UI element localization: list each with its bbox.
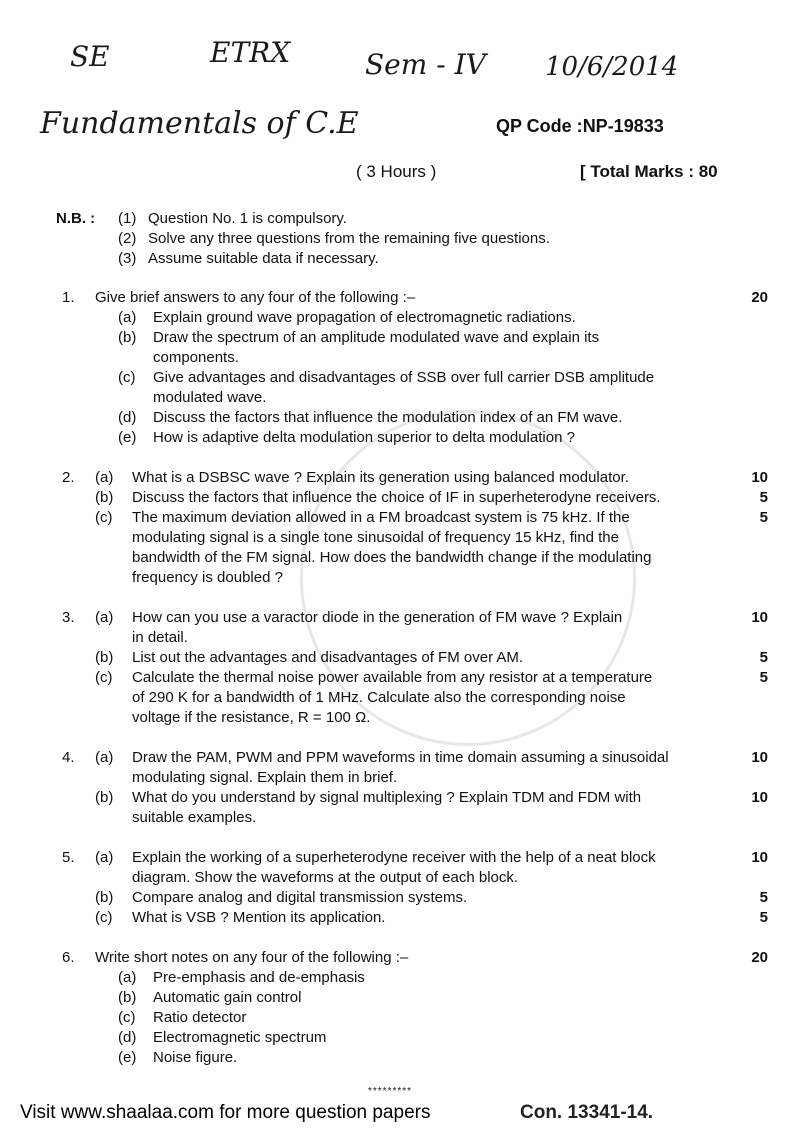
part-text: diagram. Show the waveforms at the output of each block. xyxy=(132,869,519,886)
duration: ( 3 Hours ) xyxy=(356,162,437,181)
part-text: The maximum deviation allowed in a FM broadcast system is 75 kHz. If the xyxy=(132,509,630,526)
part-label: (d) xyxy=(118,409,137,426)
handwritten-class: SE xyxy=(70,40,110,73)
question-number: 3. xyxy=(62,609,75,626)
part-marks: 5 xyxy=(759,669,768,686)
part-text: How is adaptive delta modulation superior to delta modulation ? xyxy=(153,429,575,446)
handwritten-semester: Sem - IV xyxy=(365,48,486,81)
part-label: (a) xyxy=(95,849,114,866)
part-text: in detail. xyxy=(132,629,188,646)
handwritten-date: 10/6/2014 xyxy=(545,52,679,82)
part-label: (a) xyxy=(118,969,137,986)
part-label: (b) xyxy=(118,329,137,346)
part-text: Calculate the thermal noise power available from any resistor at a temperature xyxy=(132,669,653,686)
handwritten-subject: Fundamentals of C.E xyxy=(40,106,359,141)
part-text: modulating signal. Explain them in brief. xyxy=(132,769,398,786)
nb-item-number: (2) xyxy=(118,230,137,247)
part-text: bandwidth of the FM signal. How does the bandwidth change if the modulating xyxy=(132,549,652,566)
part-marks: 5 xyxy=(759,649,768,666)
part-text: Discuss the factors that influence the modulation index of an FM wave. xyxy=(153,409,623,426)
part-text: voltage if the resistance, R = 100 Ω. xyxy=(132,709,371,726)
part-text: Draw the spectrum of an amplitude modulated wave and explain its xyxy=(153,329,600,346)
part-marks: 5 xyxy=(759,509,768,526)
part-text: Draw the PAM, PWM and PPM waveforms in time domain assuming a sinusoidal xyxy=(132,749,669,766)
handwritten-branch: ETRX xyxy=(210,36,291,69)
part-label: (a) xyxy=(95,469,114,486)
question-text: Give brief answers to any four of the following :– xyxy=(95,289,416,306)
visit-link[interactable]: Visit www.shaalaa.com for more question papers xyxy=(20,1102,431,1123)
part-text: Compare analog and digital transmission systems. xyxy=(132,889,468,906)
part-text: components. xyxy=(153,349,239,366)
part-text: List out the advantages and disadvantages of FM over AM. xyxy=(132,649,524,666)
part-marks: 5 xyxy=(759,889,768,906)
question-number: 4. xyxy=(62,749,75,766)
part-label: (b) xyxy=(118,989,137,1006)
nb-item-text: Assume suitable data if necessary. xyxy=(148,250,379,267)
part-text: Electromagnetic spectrum xyxy=(153,1029,327,1046)
nb-item-text: Solve any three questions from the remaining five questions. xyxy=(148,230,550,247)
part-marks: 10 xyxy=(751,849,768,866)
part-text: How can you use a varactor diode in the generation of FM wave ? Explain xyxy=(132,609,623,626)
end-marker: ********* xyxy=(368,1086,413,1097)
part-label: (c) xyxy=(118,369,136,386)
total-marks: [ Total Marks : 80 xyxy=(580,162,718,181)
part-text: What do you understand by signal multiplexing ? Explain TDM and FDM with xyxy=(132,789,642,806)
question-text: Write short notes on any four of the following :– xyxy=(95,949,409,966)
con-number: Con. 13341-14. xyxy=(520,1102,654,1123)
qp-code xyxy=(496,116,664,137)
part-text: frequency is doubled ? xyxy=(132,569,283,586)
part-text: Pre-emphasis and de-emphasis xyxy=(153,969,365,986)
question-marks: 20 xyxy=(751,949,768,966)
qp-code-value: NP-19833 xyxy=(582,116,664,136)
part-label: (c) xyxy=(95,669,113,686)
part-label: (a) xyxy=(118,309,137,326)
part-text: Noise figure. xyxy=(153,1049,238,1066)
part-label: (a) xyxy=(95,749,114,766)
part-text: modulated wave. xyxy=(153,389,267,406)
part-label: (c) xyxy=(95,909,113,926)
part-label: (b) xyxy=(95,889,114,906)
part-text: Ratio detector xyxy=(153,1009,247,1026)
question-number: 6. xyxy=(62,949,75,966)
part-label: (b) xyxy=(95,649,114,666)
part-text: What is VSB ? Mention its application. xyxy=(132,909,386,926)
qp-code-label: QP Code : xyxy=(496,116,583,136)
part-label: (a) xyxy=(95,609,114,626)
part-text: modulating signal is a single tone sinusoidal of frequency 15 kHz, find the xyxy=(132,529,619,546)
part-marks: 10 xyxy=(751,789,768,806)
part-marks: 5 xyxy=(759,909,768,926)
part-text: Discuss the factors that influence the choice of IF in superheterodyne receivers. xyxy=(132,489,661,506)
part-marks: 10 xyxy=(751,609,768,626)
part-marks: 5 xyxy=(759,489,768,506)
part-label: (b) xyxy=(95,489,114,506)
part-label: (e) xyxy=(118,1049,137,1066)
part-text: Give advantages and disadvantages of SSB over full carrier DSB amplitude xyxy=(153,369,655,386)
question-number: 1. xyxy=(62,289,75,306)
nb-label: N.B. : xyxy=(56,210,96,227)
part-label: (e) xyxy=(118,429,137,446)
part-text: of 290 K for a bandwidth of 1 MHz. Calculate also the corresponding noise xyxy=(132,689,626,706)
nb-item-number: (3) xyxy=(118,250,137,267)
part-marks: 10 xyxy=(751,469,768,486)
part-label: (b) xyxy=(95,789,114,806)
question-marks: 20 xyxy=(751,289,768,306)
question-number: 5. xyxy=(62,849,75,866)
part-text: suitable examples. xyxy=(132,809,257,826)
part-label: (c) xyxy=(95,509,113,526)
nb-item-number: (1) xyxy=(118,210,137,227)
nb-item-text: Question No. 1 is compulsory. xyxy=(148,210,347,227)
part-text: Explain ground wave propagation of electromagnetic radiations. xyxy=(153,309,576,326)
part-marks: 10 xyxy=(751,749,768,766)
part-label: (c) xyxy=(118,1009,136,1026)
part-text: Automatic gain control xyxy=(153,989,302,1006)
question-number: 2. xyxy=(62,469,75,486)
part-text: What is a DSBSC wave ? Explain its generation using balanced modulator. xyxy=(132,469,629,486)
part-label: (d) xyxy=(118,1029,137,1046)
part-text: Explain the working of a superheterodyne receiver with the help of a neat block xyxy=(132,849,656,866)
